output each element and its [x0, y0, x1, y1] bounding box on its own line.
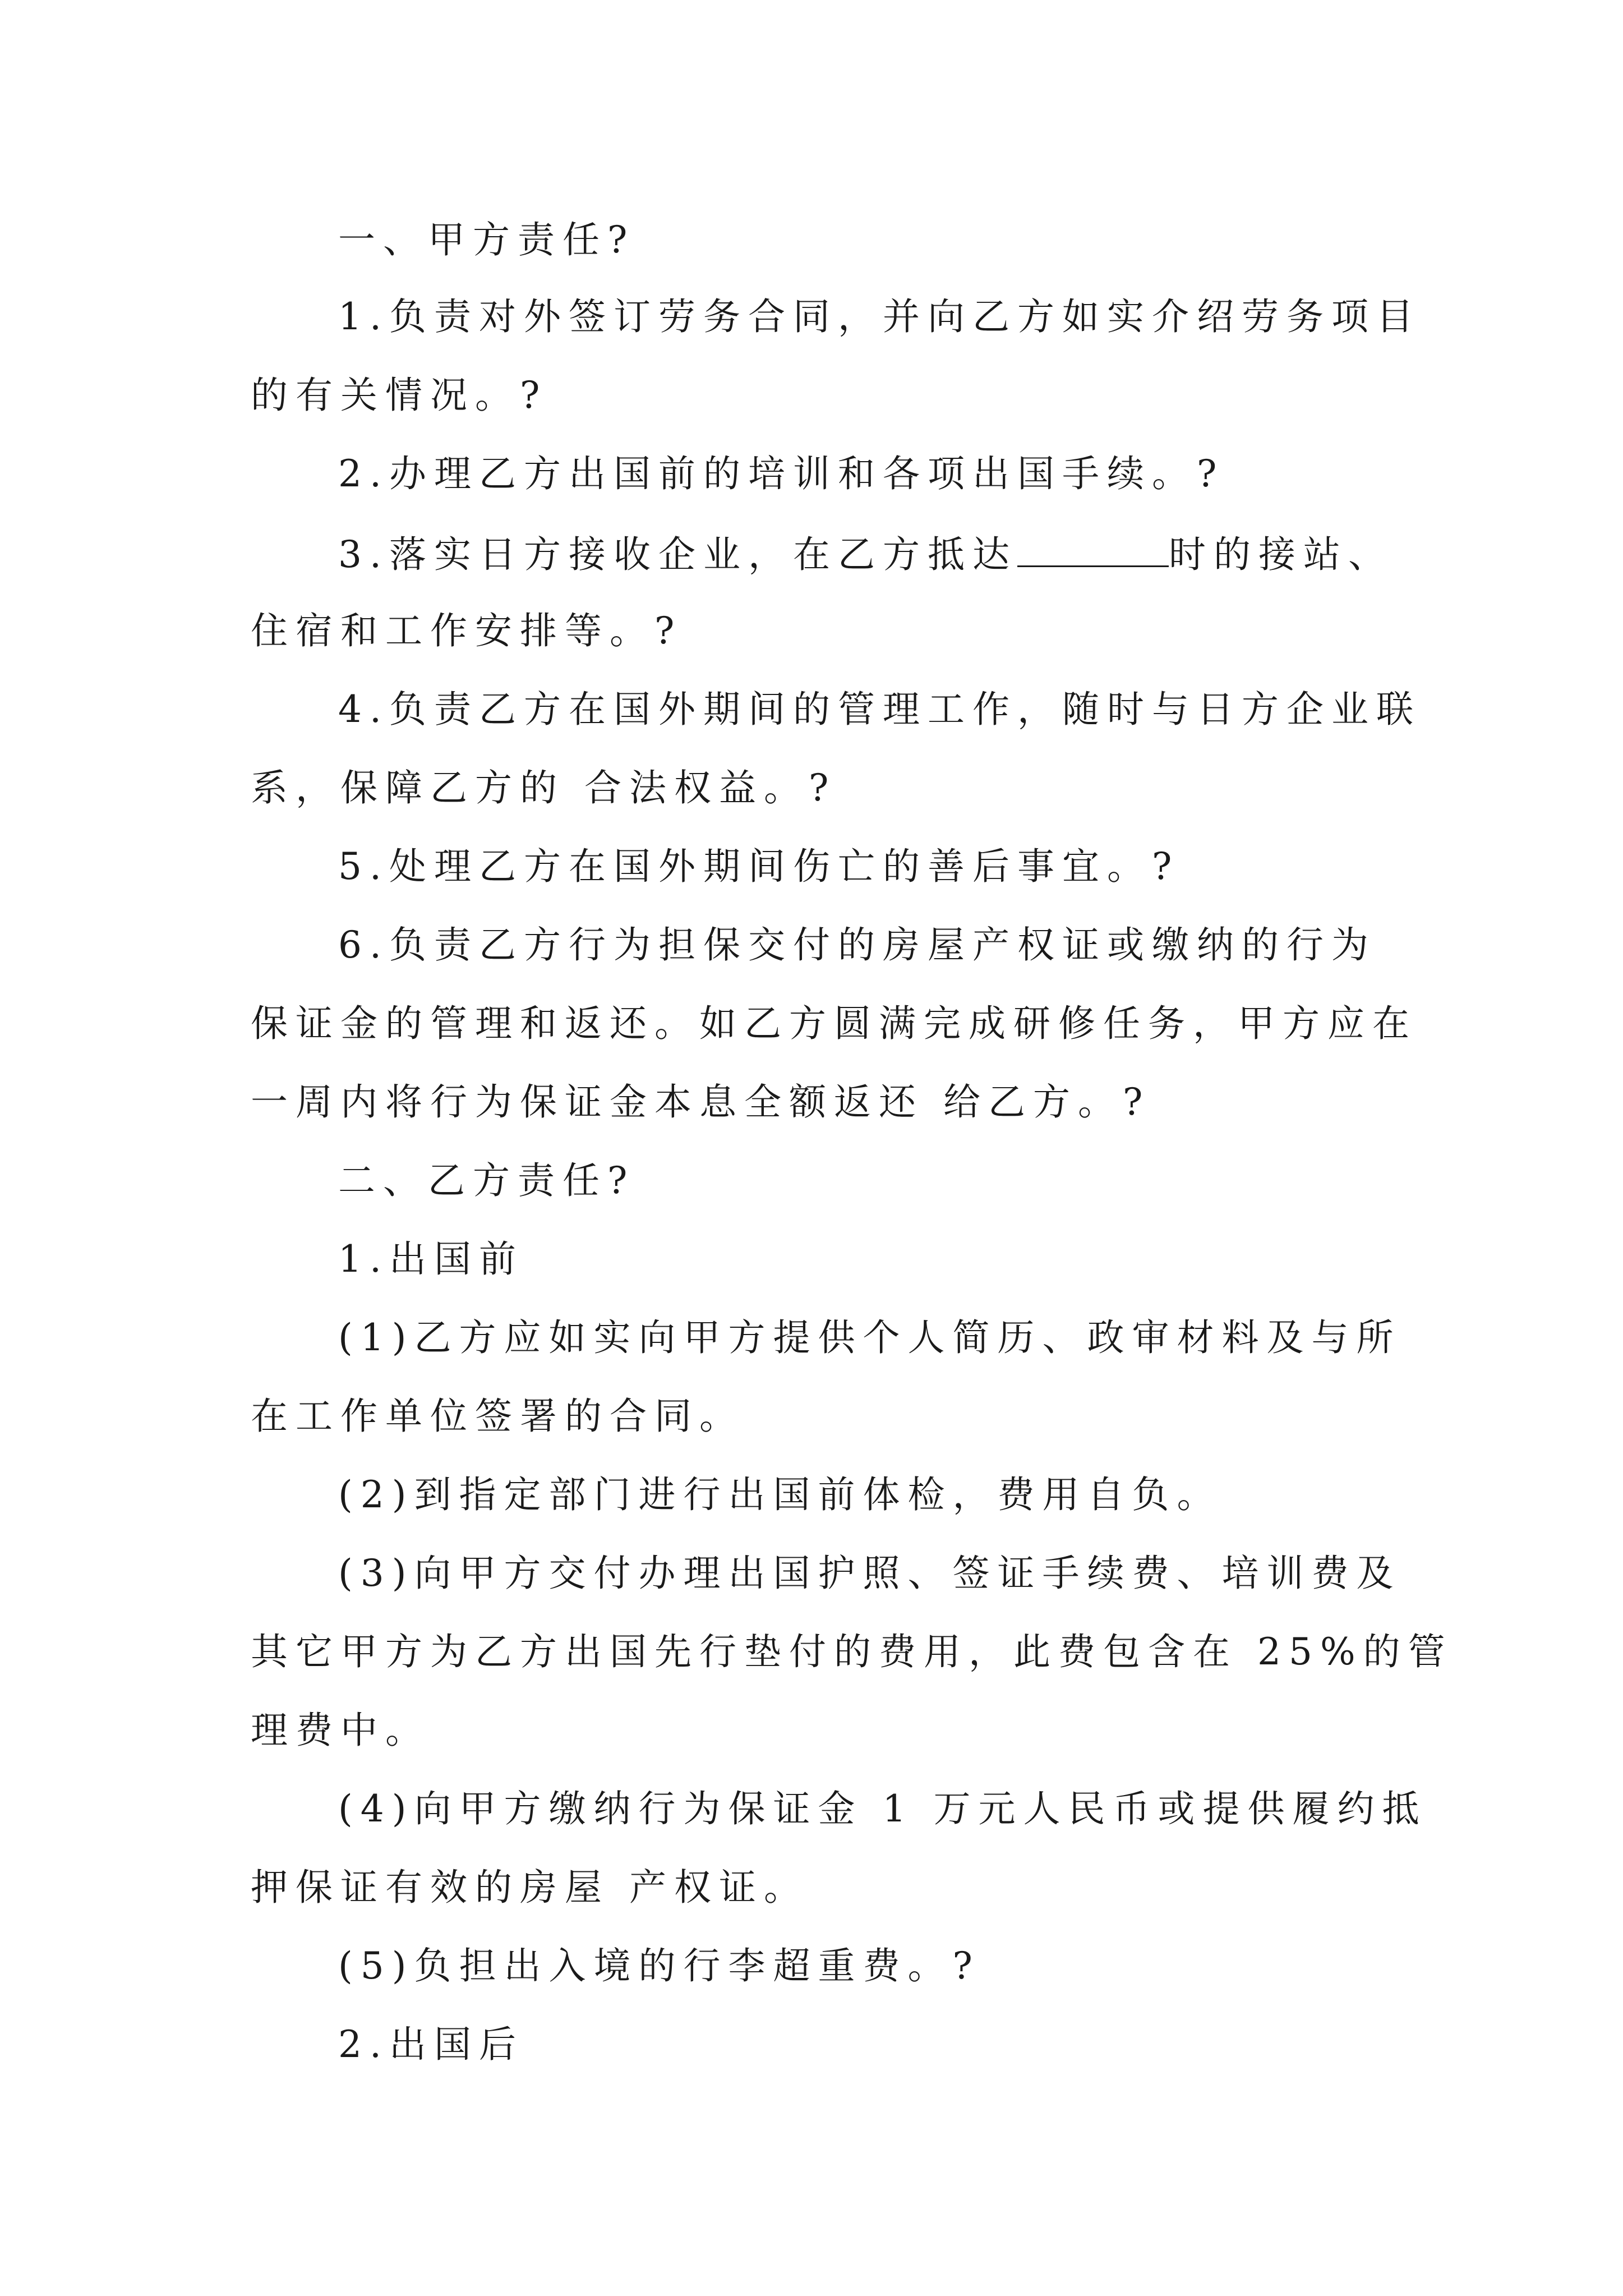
- clause-b1-3-line3: 理费中。: [251, 1709, 430, 1752]
- subsection-before-departure: 1.出国前: [338, 1237, 524, 1281]
- fill-in-blank: [1017, 534, 1169, 567]
- clause-a6-line1: 6.负责乙方行为担保交付的房屋产权证或缴纳的行为: [338, 923, 1376, 967]
- clause-b1-4-line2: 押保证有效的房屋 产权证。: [251, 1866, 809, 1909]
- clause-b1-5: (5)负担出入境的行李超重费。?: [338, 1944, 980, 1987]
- clause-b1-1-line2: 在工作单位签署的合同。: [251, 1395, 744, 1438]
- clause-a4-line2: 系，保障乙方的 合法权益。?: [251, 766, 837, 809]
- clause-a6-line3: 一周内将行为保证金本息全额返还 给乙方。?: [251, 1080, 1151, 1124]
- section-heading-party-b: 二、乙方责任?: [338, 1159, 635, 1202]
- clause-a3-line1: [338, 533, 1393, 576]
- section-heading-party-a: 一、甲方责任?: [338, 218, 635, 261]
- clause-b1-4-line1: (4)向甲方缴纳行为保证金 1 万元人民币或提供履约抵: [338, 1787, 1427, 1830]
- clause-a3-text-after-blank: 时的接站、: [1168, 533, 1393, 576]
- clause-b1-2: (2)到指定部门进行出国前体检，费用自负。: [338, 1473, 1222, 1516]
- clause-b1-1-line1: (1)乙方应如实向甲方提供个人简历、政审材料及与所: [338, 1316, 1401, 1359]
- clause-a5: 5.处理乙方在国外期间伤亡的善后事宜。?: [338, 845, 1180, 888]
- clause-b1-3-line1: (3)向甲方交付办理出国护照、签证手续费、培训费及: [338, 1552, 1401, 1595]
- clause-a6-line2: 保证金的管理和返还。如乙方圆满完成研修任务，甲方应在: [251, 1002, 1417, 1045]
- clause-a3-text-before-blank: 3.落实日方接收企业，在乙方抵达: [338, 533, 1017, 576]
- clause-b1-3-line2: 其它甲方为乙方出国先行垫付的费用，此费包含在 25%的管: [251, 1630, 1453, 1673]
- clause-a1-line2: 的有关情况。?: [251, 374, 548, 417]
- clause-a3-line2: 住宿和工作安排等。?: [251, 609, 683, 652]
- clause-a1-line1: 1.负责对外签订劳务合同，并向乙方如实介绍劳务项目: [338, 295, 1421, 338]
- subsection-after-departure: 2.出国后: [338, 2023, 524, 2066]
- clause-a2: 2.办理乙方出国前的培训和各项出国手续。?: [338, 452, 1225, 495]
- clause-a4-line1: 4.负责乙方在国外期间的管理工作，随时与日方企业联: [338, 688, 1421, 731]
